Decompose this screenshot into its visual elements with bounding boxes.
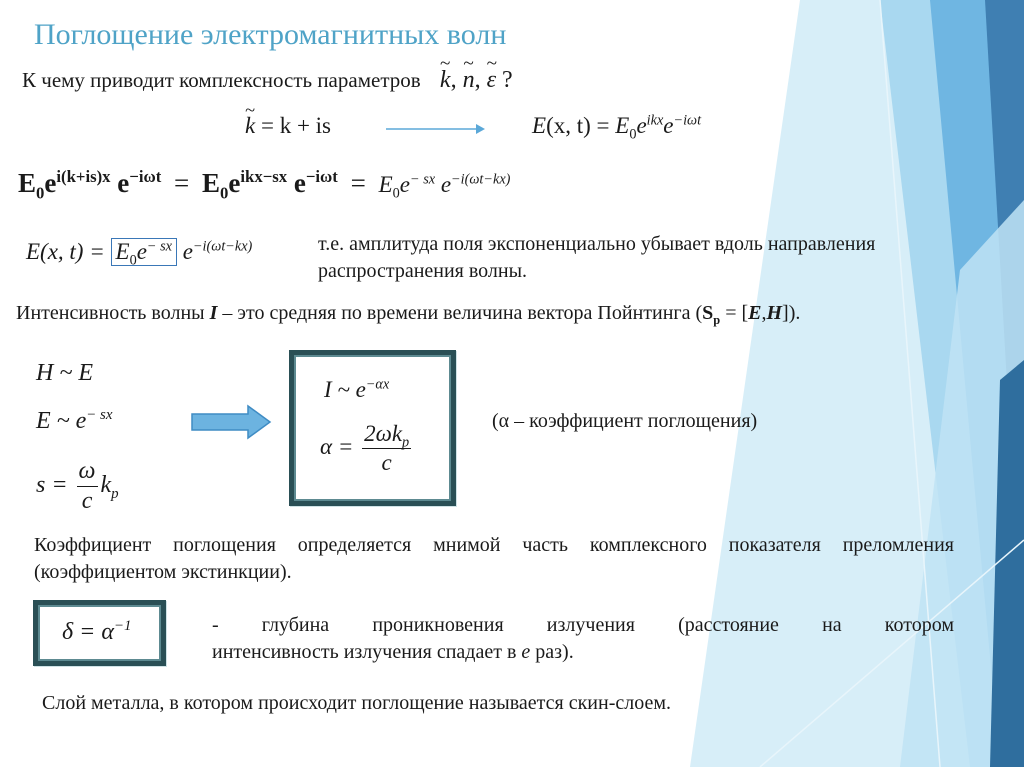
param-n: ~ n [463,67,475,94]
amplitude-highlight: $E_0e^{- sx}$ [111,238,177,266]
alpha-formula: α = $\frac{2\omega k_p}{c}$ [320,421,410,475]
question-mark: ? [502,67,513,93]
k-complex-equation: ~ k = k + is [245,113,331,139]
intensity-box [289,350,456,506]
skin-layer-text: Слой металла, в котором происходит поглощение называется скин-слоем. [42,692,672,714]
depth-text: - глубина проникновения излучения (расстояние на котором интенсивность излучения спадает в e раз). [212,614,954,663]
intensity-law: I ~ $e^{-\alpha x}$ [324,376,390,402]
relation-h-e: H ~ E [36,360,93,386]
slide-title: Поглощение электромагнитных волн [34,18,507,51]
question-line [22,67,513,94]
coefficient-text: Коэффициент поглощения определяется мнимой часть комплексного показателя преломления (коэффициентом экстинкции). [34,534,954,583]
param-k: ~ k [440,67,451,94]
expanded-equation: $E_0e^{i(k+is)x}$ $e^{-i\omega t} = E_0e^{ikx-sx}$ $e^{-i\omega t} = E_0e^{- sx}$ $e^{-i(\omega t-kx)}$ [18,167,511,203]
field-equation: E(x, $t) = E_0e^{- sx}$ $e^{-i(\omega t-kx)}$ [26,238,253,269]
param-eps: ~ ε [487,67,496,94]
thin-arrow-icon [386,122,486,136]
intensity-definition: Интенсивность волны I – это средняя по времени величина вектора Пойнтинга $(S_p = [E,H])$. [16,302,801,327]
question-text: К чему приводит комплексность параметров [22,68,421,92]
block-arrow-icon [190,404,272,440]
relation-e-exp: E ~ $e^{- sx}$ [36,407,113,434]
params-formula: ~ k, ~ n, ~ ε ? [440,67,513,93]
depth-box [33,600,166,666]
delta-formula: $\delta = \alpha^{-1}$ [62,618,132,645]
amplitude-text: т.е. амплитуда поля экспоненциально убывает вдоль направления распространения волны. [318,233,876,282]
alpha-note: (α – коэффициент поглощения) [492,410,758,432]
wave-equation: E(x, $t) = E_0e^{ikx}e^{-i\omega t}$ [532,112,702,143]
relation-s: s = $\frac{\omega}{c}$ $k_p$ [36,458,119,514]
